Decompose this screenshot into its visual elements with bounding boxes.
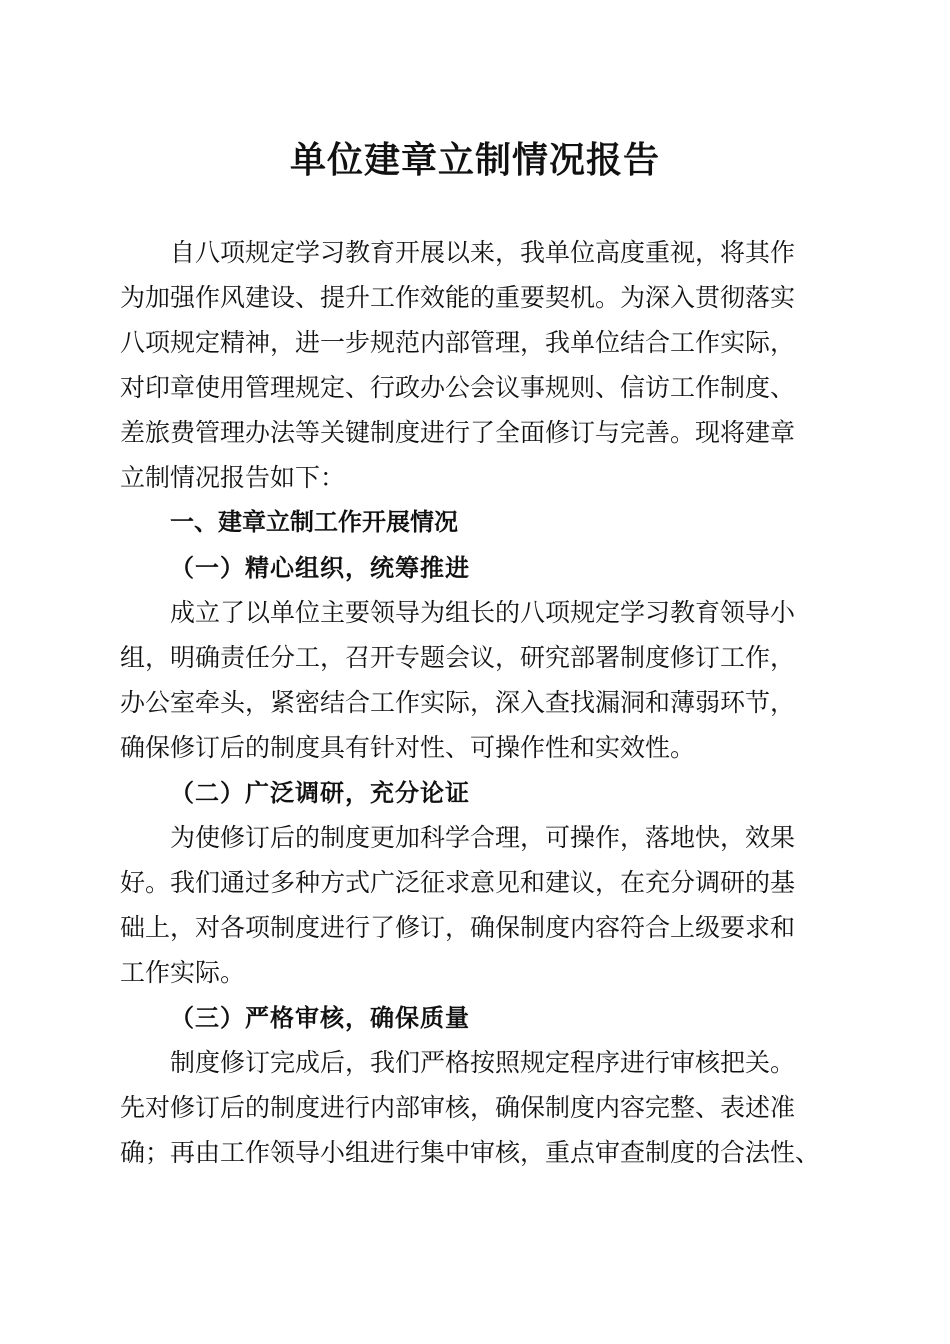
- document-title: 单位建章立制情况报告: [289, 139, 660, 181]
- paragraph-line: 先对修订后的制度进行内部审核，确保制度内容完整、表述准: [120, 1093, 796, 1122]
- paragraph-line: 八项规定精神，进一步规范内部管理，我单位结合工作实际，: [120, 328, 796, 357]
- paragraph-line: 础上，对各项制度进行了修订，确保制度内容符合上级要求和: [120, 913, 796, 942]
- paragraph-line: 为使修订后的制度更加科学合理，可操作，落地快，效果: [170, 823, 796, 852]
- subsection-heading: （三）严格审核，确保质量: [170, 1003, 470, 1032]
- paragraph-line: 差旅费管理办法等关键制度进行了全面修订与完善。现将建章: [120, 418, 796, 447]
- paragraph-line: 制度修订完成后，我们严格按照规定程序进行审核把关。: [170, 1048, 796, 1077]
- paragraph-line: 确；再由工作领导小组进行集中审核，重点审查制度的合法性、: [120, 1138, 821, 1167]
- section-heading: 一、建章立制工作开展情况: [170, 508, 458, 536]
- paragraph-line: 立制情况报告如下：: [120, 463, 346, 492]
- subsection-heading: （一）精心组织，统筹推进: [170, 553, 470, 582]
- paragraph-line: 工作实际。: [120, 958, 246, 987]
- paragraph-line: 自八项规定学习教育开展以来，我单位高度重视，将其作: [170, 238, 796, 267]
- paragraph-line: 办公室牵头，紧密结合工作实际，深入查找漏洞和薄弱环节，: [120, 688, 796, 717]
- paragraph-line: 好。我们通过多种方式广泛征求意见和建议，在充分调研的基: [120, 868, 796, 897]
- subsection-heading: （二）广泛调研，充分论证: [170, 778, 470, 807]
- document-body: [120, 230, 835, 1175]
- paragraph-line: 为加强作风建设、提升工作效能的重要契机。为深入贯彻落实: [120, 283, 796, 312]
- paragraph-line: 组，明确责任分工，召开专题会议，研究部署制度修订工作，: [120, 643, 796, 672]
- paragraph-line: 成立了以单位主要领导为组长的八项规定学习教育领导小: [170, 598, 796, 627]
- paragraph-line: 对印章使用管理规定、行政办公会议事规则、信访工作制度、: [120, 373, 796, 402]
- paragraph-line: 确保修订后的制度具有针对性、可操作性和实效性。: [120, 733, 696, 762]
